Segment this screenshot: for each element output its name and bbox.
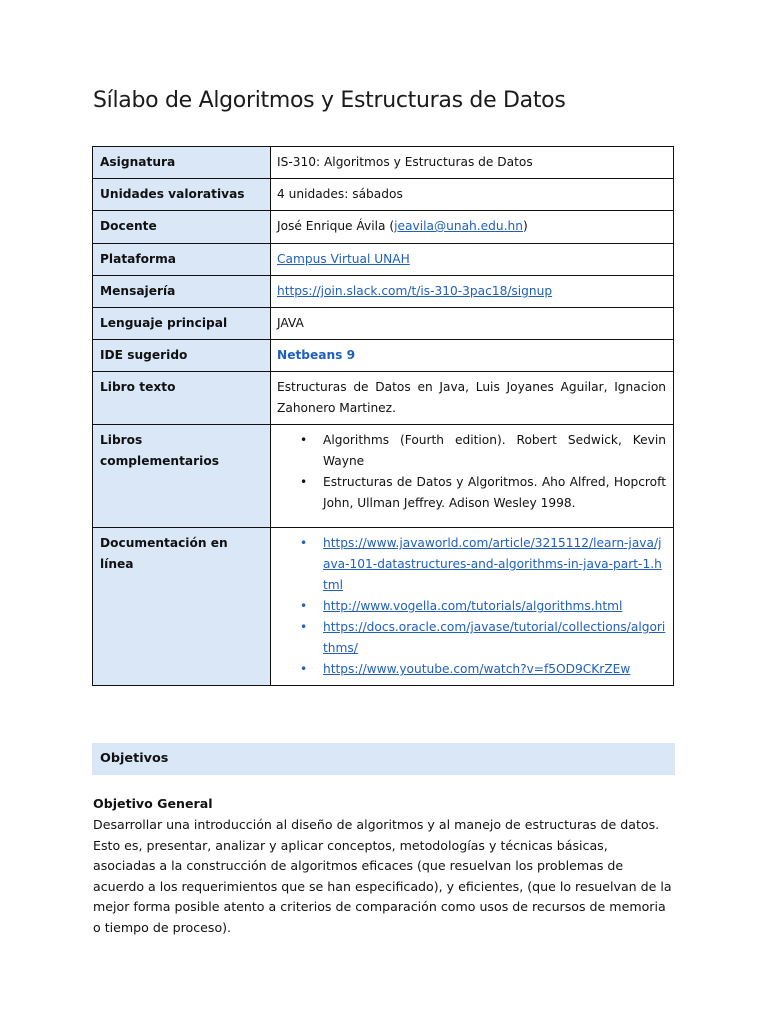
unidades-value: 4 unidades: sábados bbox=[271, 179, 674, 211]
docente-value bbox=[271, 211, 674, 244]
table-row bbox=[93, 528, 674, 686]
ide-value: Netbeans 9 bbox=[277, 348, 356, 362]
doc-link-oracle[interactable]: • https://docs.oracle.com/javase/tutorial/collections/algorithms/ bbox=[323, 617, 666, 659]
libros-complementarios-cell bbox=[271, 425, 674, 528]
objetivo-general-text: Desarrollar una introducción al diseño de algoritmos y al manejo de estructuras de datos. Esto es, presentar, analizar y aplicar conceptos, metodologías y técnicas básicas, asociadas a la construcción de algoritmos eficaces (que resuelvan los problemas de acuerdo a los requerimientos que se han especificado), y eficientes, (que lo resuelvan de la mejor forma posible atento a criterios de comparación como usos de recursos de memoria o tiempo de proceso). bbox=[93, 817, 672, 935]
doc-link-vogella[interactable]: • http://www.vogella.com/tutorials/algorithms.html bbox=[323, 596, 666, 617]
table-row bbox=[93, 147, 674, 179]
list-item: • Algorithms (Fourth edition). Robert Sedwick, Kevin Wayne bbox=[323, 430, 666, 472]
documentacion-cell bbox=[271, 528, 674, 686]
plataforma-cell bbox=[271, 244, 674, 276]
documentacion-list bbox=[277, 533, 666, 680]
table-row bbox=[93, 211, 674, 244]
table-row bbox=[93, 340, 674, 372]
docente-label: Docente bbox=[93, 211, 271, 244]
plataforma-label: Plataforma bbox=[93, 244, 271, 276]
asignatura-value: IS-310: Algoritmos y Estructuras de Datos bbox=[271, 147, 674, 179]
docente-name: José Enrique Ávila ( bbox=[277, 219, 395, 233]
documentacion-label: Documentación en línea bbox=[93, 528, 271, 686]
table-row bbox=[93, 308, 674, 340]
docente-name-suffix: ) bbox=[522, 219, 528, 233]
doc-link-youtube[interactable]: • https://www.youtube.com/watch?v=f5OD9CKrZEw bbox=[323, 659, 666, 680]
docente-email-link[interactable]: jeavila@unah.edu.hn bbox=[394, 219, 523, 233]
list-item: • Estructuras de Datos y Algoritmos. Aho Alfred, Hopcroft John, Ullman Jeffrey. Adison Wesley 1998. bbox=[323, 472, 666, 514]
plataforma-link[interactable]: Campus Virtual UNAH bbox=[277, 252, 410, 266]
lenguaje-value: JAVA bbox=[271, 308, 674, 340]
libro-texto-label: Libro texto bbox=[93, 372, 271, 425]
doc-link-javaworld[interactable]: • https://www.javaworld.com/article/3215112/learn-java/java-101-datastructures-and-algorithms-in-java-part-1.html bbox=[323, 533, 666, 596]
mensajeria-cell bbox=[271, 276, 674, 308]
ide-label: IDE sugerido bbox=[93, 340, 271, 372]
table-row bbox=[93, 372, 674, 425]
objetivos-section-header: Objetivos bbox=[92, 743, 675, 775]
unidades-label: Unidades valorativas bbox=[93, 179, 271, 211]
libros-complementarios-label: Libros complementarios bbox=[93, 425, 271, 528]
libros-complementarios-list bbox=[277, 430, 666, 514]
libro-texto-value: Estructuras de Datos en Java, Luis Joyanes Aguilar, Ignacion Zahonero Martinez. bbox=[271, 372, 674, 425]
lenguaje-label: Lenguaje principal bbox=[93, 308, 271, 340]
asignatura-label: Asignatura bbox=[93, 147, 271, 179]
objetivo-general-heading: Objetivo General bbox=[93, 796, 213, 811]
ide-cell bbox=[271, 340, 674, 372]
table-row bbox=[93, 425, 674, 528]
table-row bbox=[93, 244, 674, 276]
page-title: Sílabo de Algoritmos y Estructuras de Datos bbox=[93, 88, 566, 113]
table-row bbox=[93, 179, 674, 211]
table-row bbox=[93, 276, 674, 308]
mensajeria-label: Mensajería bbox=[93, 276, 271, 308]
mensajeria-link[interactable]: https://join.slack.com/t/is-310-3pac18/signup bbox=[277, 284, 553, 298]
course-info-table bbox=[92, 146, 674, 686]
